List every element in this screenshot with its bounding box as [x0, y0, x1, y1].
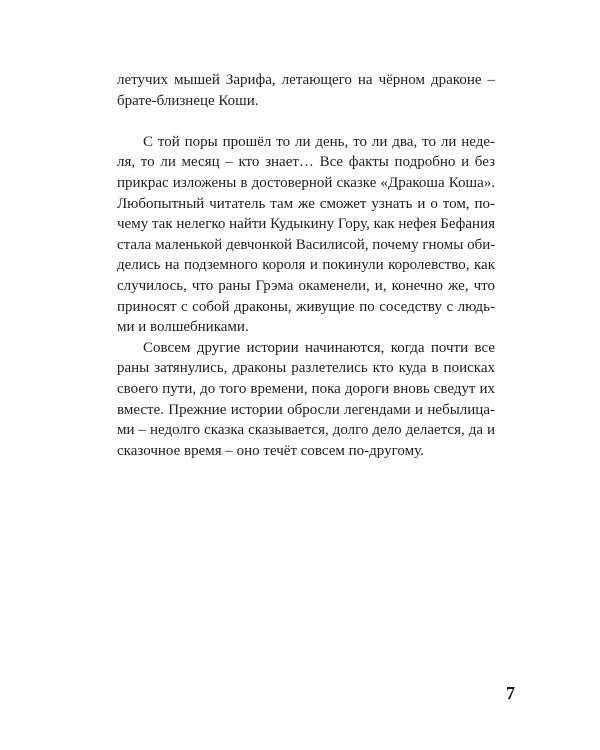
- text-line: случилось, что раны Грэма окаменели, и, конечно же, что: [117, 277, 495, 294]
- text-line: летучих мышей Зарифа, летающего на чёрном драконе –: [117, 72, 495, 88]
- text-line: приносят с собой драконы, живущие по соседству с людь-: [117, 298, 495, 315]
- text-line: раны затянулись, драконы разлетелись кто куда в поисках: [117, 360, 495, 377]
- paragraph-1: [117, 70, 495, 111]
- paragraph-2: [117, 132, 495, 338]
- text-line: Совсем другие истории начинаются, когда почти все: [143, 339, 495, 356]
- text-line: сказочное время – оно течёт совсем по-другому.: [117, 442, 424, 459]
- text-line: чему так нелегко найти Кудыкину Гору, как нефея Бефания: [117, 216, 496, 233]
- text-line: С той поры прошёл то ли день, то ли два, то ли неде-: [143, 133, 495, 150]
- page-number: 7: [506, 683, 515, 703]
- text-line: брате-близнеце Коши.: [117, 92, 259, 109]
- text-line: прикрас изложены в достоверной сказке «Дракоша Коша».: [117, 174, 495, 191]
- text-line: Любопытный читатель там же сможет узнать и о том, по-: [117, 195, 495, 212]
- body-text: [117, 70, 495, 461]
- text-line: своего пути, до того времени, пока дороги вновь сведут их: [117, 380, 495, 397]
- text-line: делись на подземного короля и покинули королевство, как: [117, 257, 495, 274]
- text-line: ля, то ли месяц – кто знает… Все факты подробно и без: [117, 154, 495, 171]
- text-line: ми – недолго сказка сказывается, долго дело делается, да и: [117, 422, 495, 439]
- paragraph-gap: [117, 111, 495, 132]
- paragraph-3: [117, 338, 495, 462]
- text-line: стала маленькой девчонкой Василисой, почему гномы оби-: [117, 236, 496, 253]
- text-line: ми и волшебниками.: [117, 319, 249, 336]
- text-line: вместе. Прежние истории обросли легендами и небылица-: [117, 401, 495, 418]
